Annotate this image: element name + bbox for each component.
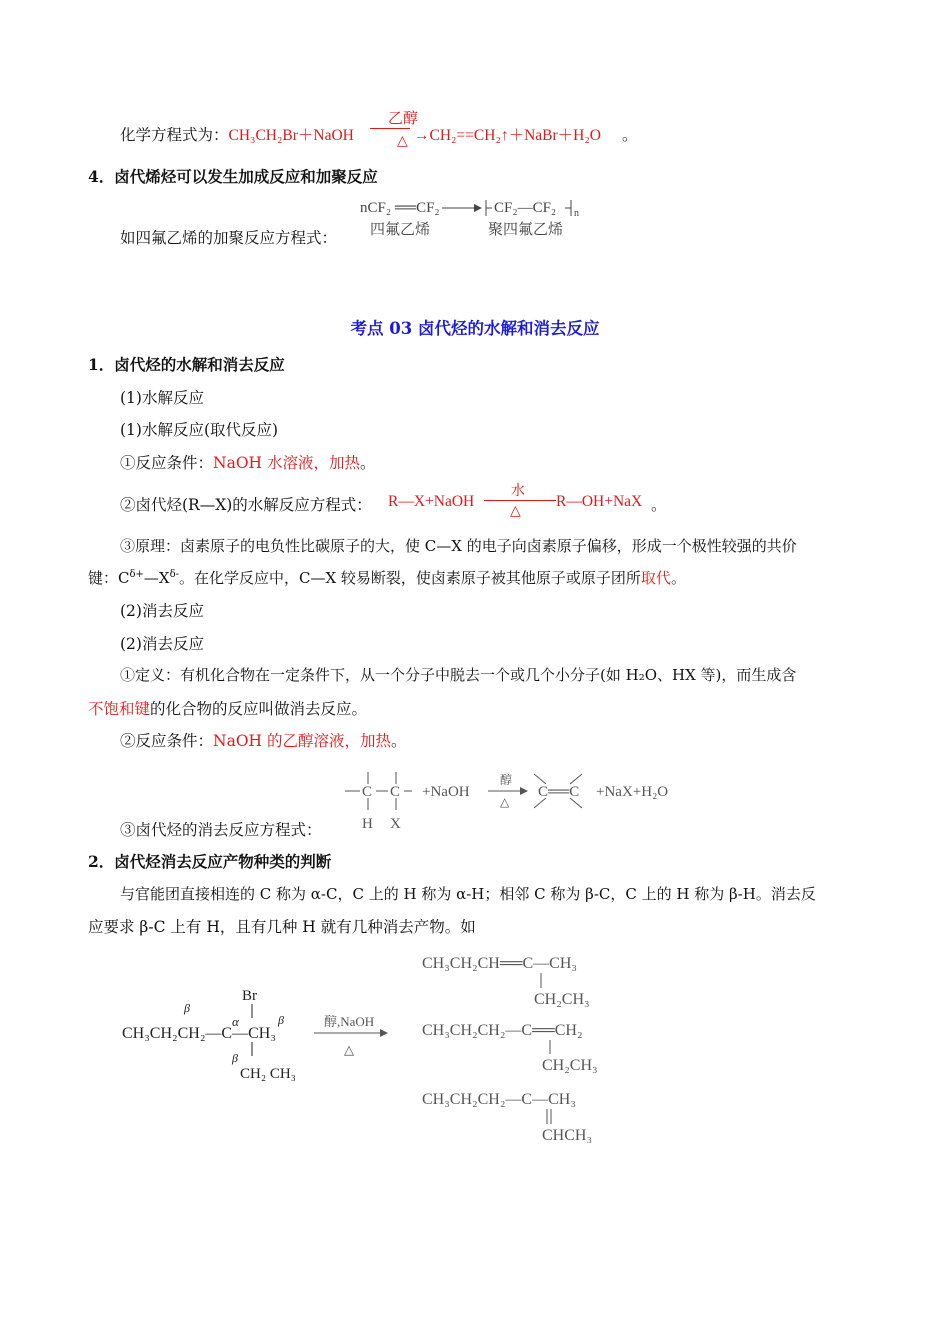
products-structure xyxy=(418,948,618,1148)
elim-h: H xyxy=(362,816,373,832)
elimination-label: ③卤代烃的消去反应方程式： xyxy=(120,821,322,839)
reactant-br: Br xyxy=(242,988,257,1004)
s2-line1: 与官能团直接相连的 C 称为 α-C，C 上的 H 称为 α-H；相邻 C 称为 β-C，C 上的 H 称为 β-H。消去反 xyxy=(120,885,816,903)
condition-ethanol: 乙醇 xyxy=(388,109,419,127)
hydrolysis-right: R—OH+NaX xyxy=(556,493,643,510)
equation-prefix: 化学方程式为： xyxy=(120,126,229,144)
elim-carbon-1: C xyxy=(362,784,373,800)
s1-sub1b: (1)水解反应(取代反应) xyxy=(120,421,279,439)
hydrolysis-cond-water: 水 xyxy=(511,483,525,499)
condition-heat: △ xyxy=(397,133,408,149)
ptfe-reactant: nCF₂ ══CF₂ xyxy=(360,200,440,216)
product1-branch: CH₂CH₃ xyxy=(534,991,590,1008)
product3-branch: CHCH₃ xyxy=(542,1127,593,1144)
principle-line1: ③原理：卤素原子的电负性比碳原子的大，使 C—X 的电子向卤素原子偏移，形成一个极性较强的共价 xyxy=(120,537,797,555)
s1-heading: 1．卤代烃的水解和消去反应 xyxy=(88,355,285,374)
beta-label-right: β xyxy=(278,1013,284,1027)
ptfe-name-product: 聚四氟乙烯 xyxy=(488,222,564,238)
s1-sub2b: (2)消去反应 xyxy=(120,635,204,653)
arrow-line xyxy=(370,128,410,129)
hydrolysis-arrow xyxy=(484,500,556,501)
s2-heading: 2．卤代烃消去反应产物种类的判断 xyxy=(88,852,332,871)
reactant-main: CH₃CH₂CH₂—C—CH₃ xyxy=(122,1025,276,1042)
equation-left: CH₃CH₂Br＋NaOH xyxy=(228,127,354,144)
ptfe-name-reactant: 四氟乙烯 xyxy=(370,222,431,238)
s1-condition2-value: NaOH 的乙醇溶液，加热 xyxy=(213,732,391,750)
elim-rest: +NaX+H₂O xyxy=(596,784,669,800)
s1-sub2: (2)消去反应 xyxy=(120,602,204,620)
product2-main: CH₃CH₂CH₂—C══CH₂ xyxy=(422,1022,583,1039)
definition-line2: 不饱和键的化合物的反应叫做消去反应。 xyxy=(88,700,368,718)
s1-sub1: (1)水解反应 xyxy=(120,389,204,407)
equation-end: 。 xyxy=(622,126,638,144)
s2-line2: 应要求 β-C 上有 H，且有几种 H 就有几种消去产物。如 xyxy=(88,918,476,936)
s1-hydrolysis-label: ②卤代烃(R—X)的水解反应方程式： xyxy=(120,496,372,514)
hydrolysis-end: 。 xyxy=(651,496,667,514)
definition-line1: ①定义：有机化合物在一定条件下，从一个分子中脱去一个或几个小分子(如 H₂O、HX 等)，而生成含 xyxy=(120,666,797,684)
equation-right: →CH₂==CH₂↑＋NaBr＋H₂O xyxy=(414,127,601,144)
reactant-bottom-branch: CH₂ CH₃ xyxy=(240,1066,296,1082)
s1-condition2: ②反应条件：NaOH 的乙醇溶液，加热。 xyxy=(120,732,407,750)
ptfe-product: CF₂—CF₂ xyxy=(494,200,557,216)
reactant-structure xyxy=(118,982,418,1088)
elim-cond-heat: △ xyxy=(500,795,510,809)
item4-heading: 4．卤代烯烃可以发生加成反应和加聚反应 xyxy=(88,167,378,186)
alpha-label: α xyxy=(232,1014,239,1029)
elim-cond-alcohol: 醇 xyxy=(500,773,513,787)
elim-carbon-2: C xyxy=(390,784,401,800)
section-title: 考点 03 卤代烃的水解和消去反应 xyxy=(350,319,600,338)
ptfe-equation xyxy=(350,192,590,242)
principle-line2: 键：$C^{\delta+}—X^{\delta-}$。在化学反应中，C—X 较易断裂，使卤素原子被其他原子或原子团所取代。 xyxy=(88,569,686,587)
beta-label-left: β xyxy=(184,1001,190,1015)
elim-reagent: +NaOH xyxy=(422,784,470,800)
reaction-cond-top: 醇,NaOH xyxy=(324,1014,375,1029)
s1-condition-value: NaOH 水溶液，加热 xyxy=(213,454,360,472)
reaction-cond-bottom: △ xyxy=(344,1042,354,1057)
elimination-equation xyxy=(340,762,700,834)
ptfe-n: n xyxy=(574,208,579,219)
product3-main: CH₃CH₂CH₂—C—CH₃ xyxy=(422,1091,576,1108)
hydrolysis-cond-heat: △ xyxy=(510,503,521,519)
item4-label: 如四氟乙烯的加聚反应方程式： xyxy=(120,229,338,247)
top-equation xyxy=(120,123,354,145)
elim-product: C══C xyxy=(538,784,580,800)
product1-main: CH₃CH₂CH══C—CH₃ xyxy=(422,955,577,972)
elim-x: X xyxy=(390,816,401,832)
beta-label-bottom: β xyxy=(232,1051,238,1065)
s1-condition: ①反应条件：NaOH 水溶液，加热。 xyxy=(120,454,376,472)
product2-branch: CH₂CH₃ xyxy=(542,1057,598,1074)
hydrolysis-left: R—X+NaOH xyxy=(388,493,475,510)
